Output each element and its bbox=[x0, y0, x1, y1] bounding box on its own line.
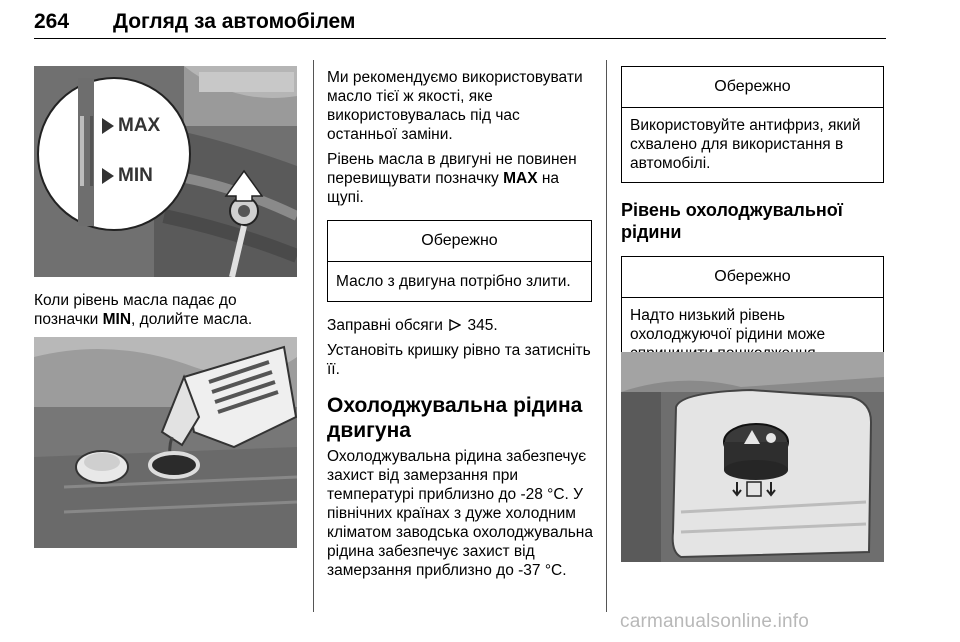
caution-title: Обережно bbox=[622, 67, 883, 108]
oil-filling-figure-svg bbox=[34, 337, 297, 548]
page-number: 264 bbox=[34, 10, 70, 33]
section-heading-coolant: Охолоджувальна рідина двигуна bbox=[327, 394, 583, 442]
caution-title: Обережно bbox=[622, 257, 883, 298]
capacities-reference: Заправні обсяги 345. bbox=[327, 317, 498, 334]
caution-text: Масло з двигуна потрібно злити. bbox=[336, 273, 571, 290]
caution-text: Використовуйте антифриз, який схвалено для використання в автомобілі. bbox=[630, 117, 861, 172]
caution-text: Надто низький рівень охолоджуючої рідини може bbox=[630, 307, 826, 343]
caution-title: Обережно bbox=[328, 221, 591, 262]
oil-recommendation-paragraph: Ми рекомендуємо використовувати масло тієї ж якості, яке використовувалась під час останньої заміни. bbox=[327, 69, 583, 143]
coolant-figure-svg bbox=[621, 352, 884, 562]
page-title: Догляд за автомобілем bbox=[113, 10, 356, 33]
coolant-protection-paragraph: Охолоджувальна рідина забезпечує захист від замерзання при температурі приблизно до -28 °C. У північних країнах з дуже холодним кліматом заводська охолоджувальна рідина забезпечує захист від замерзання приблизно до -37 °C. bbox=[327, 448, 593, 579]
oil-filling-illustration bbox=[34, 337, 297, 548]
dipstick-max-label: MAX bbox=[118, 115, 161, 136]
max-mark: MAX bbox=[503, 170, 538, 187]
column-3 bbox=[621, 66, 885, 392]
oil-min-paragraph: Коли рівень масла падає до позначки MIN, долийте масла. bbox=[34, 292, 253, 328]
cap-install-paragraph: Установіть кришку рівно та затисніть її. bbox=[327, 342, 591, 378]
watermark: carmanualsonline.info bbox=[620, 611, 810, 632]
dipstick-illustration bbox=[34, 66, 297, 277]
oil-max-paragraph: Рівень масла в двигуні не повинен перевищувати позначку MAX на щупі. bbox=[327, 151, 577, 206]
column-1-text bbox=[34, 291, 302, 329]
column-divider-right bbox=[606, 60, 607, 612]
column-divider-left bbox=[313, 60, 314, 612]
page-header bbox=[34, 4, 886, 39]
coolant-reservoir-illustration bbox=[621, 352, 884, 562]
min-mark: MIN bbox=[102, 311, 132, 328]
dipstick-min-label: MIN bbox=[118, 165, 153, 186]
column-2 bbox=[327, 68, 594, 580]
caution-box-oil bbox=[327, 220, 592, 302]
section-heading-coolant-level: Рівень охолоджувальної рідини bbox=[621, 200, 843, 242]
arrow-right-icon[interactable] bbox=[449, 319, 461, 331]
dipstick-figure-svg bbox=[34, 66, 297, 277]
caution-box-antifreeze bbox=[621, 66, 884, 183]
